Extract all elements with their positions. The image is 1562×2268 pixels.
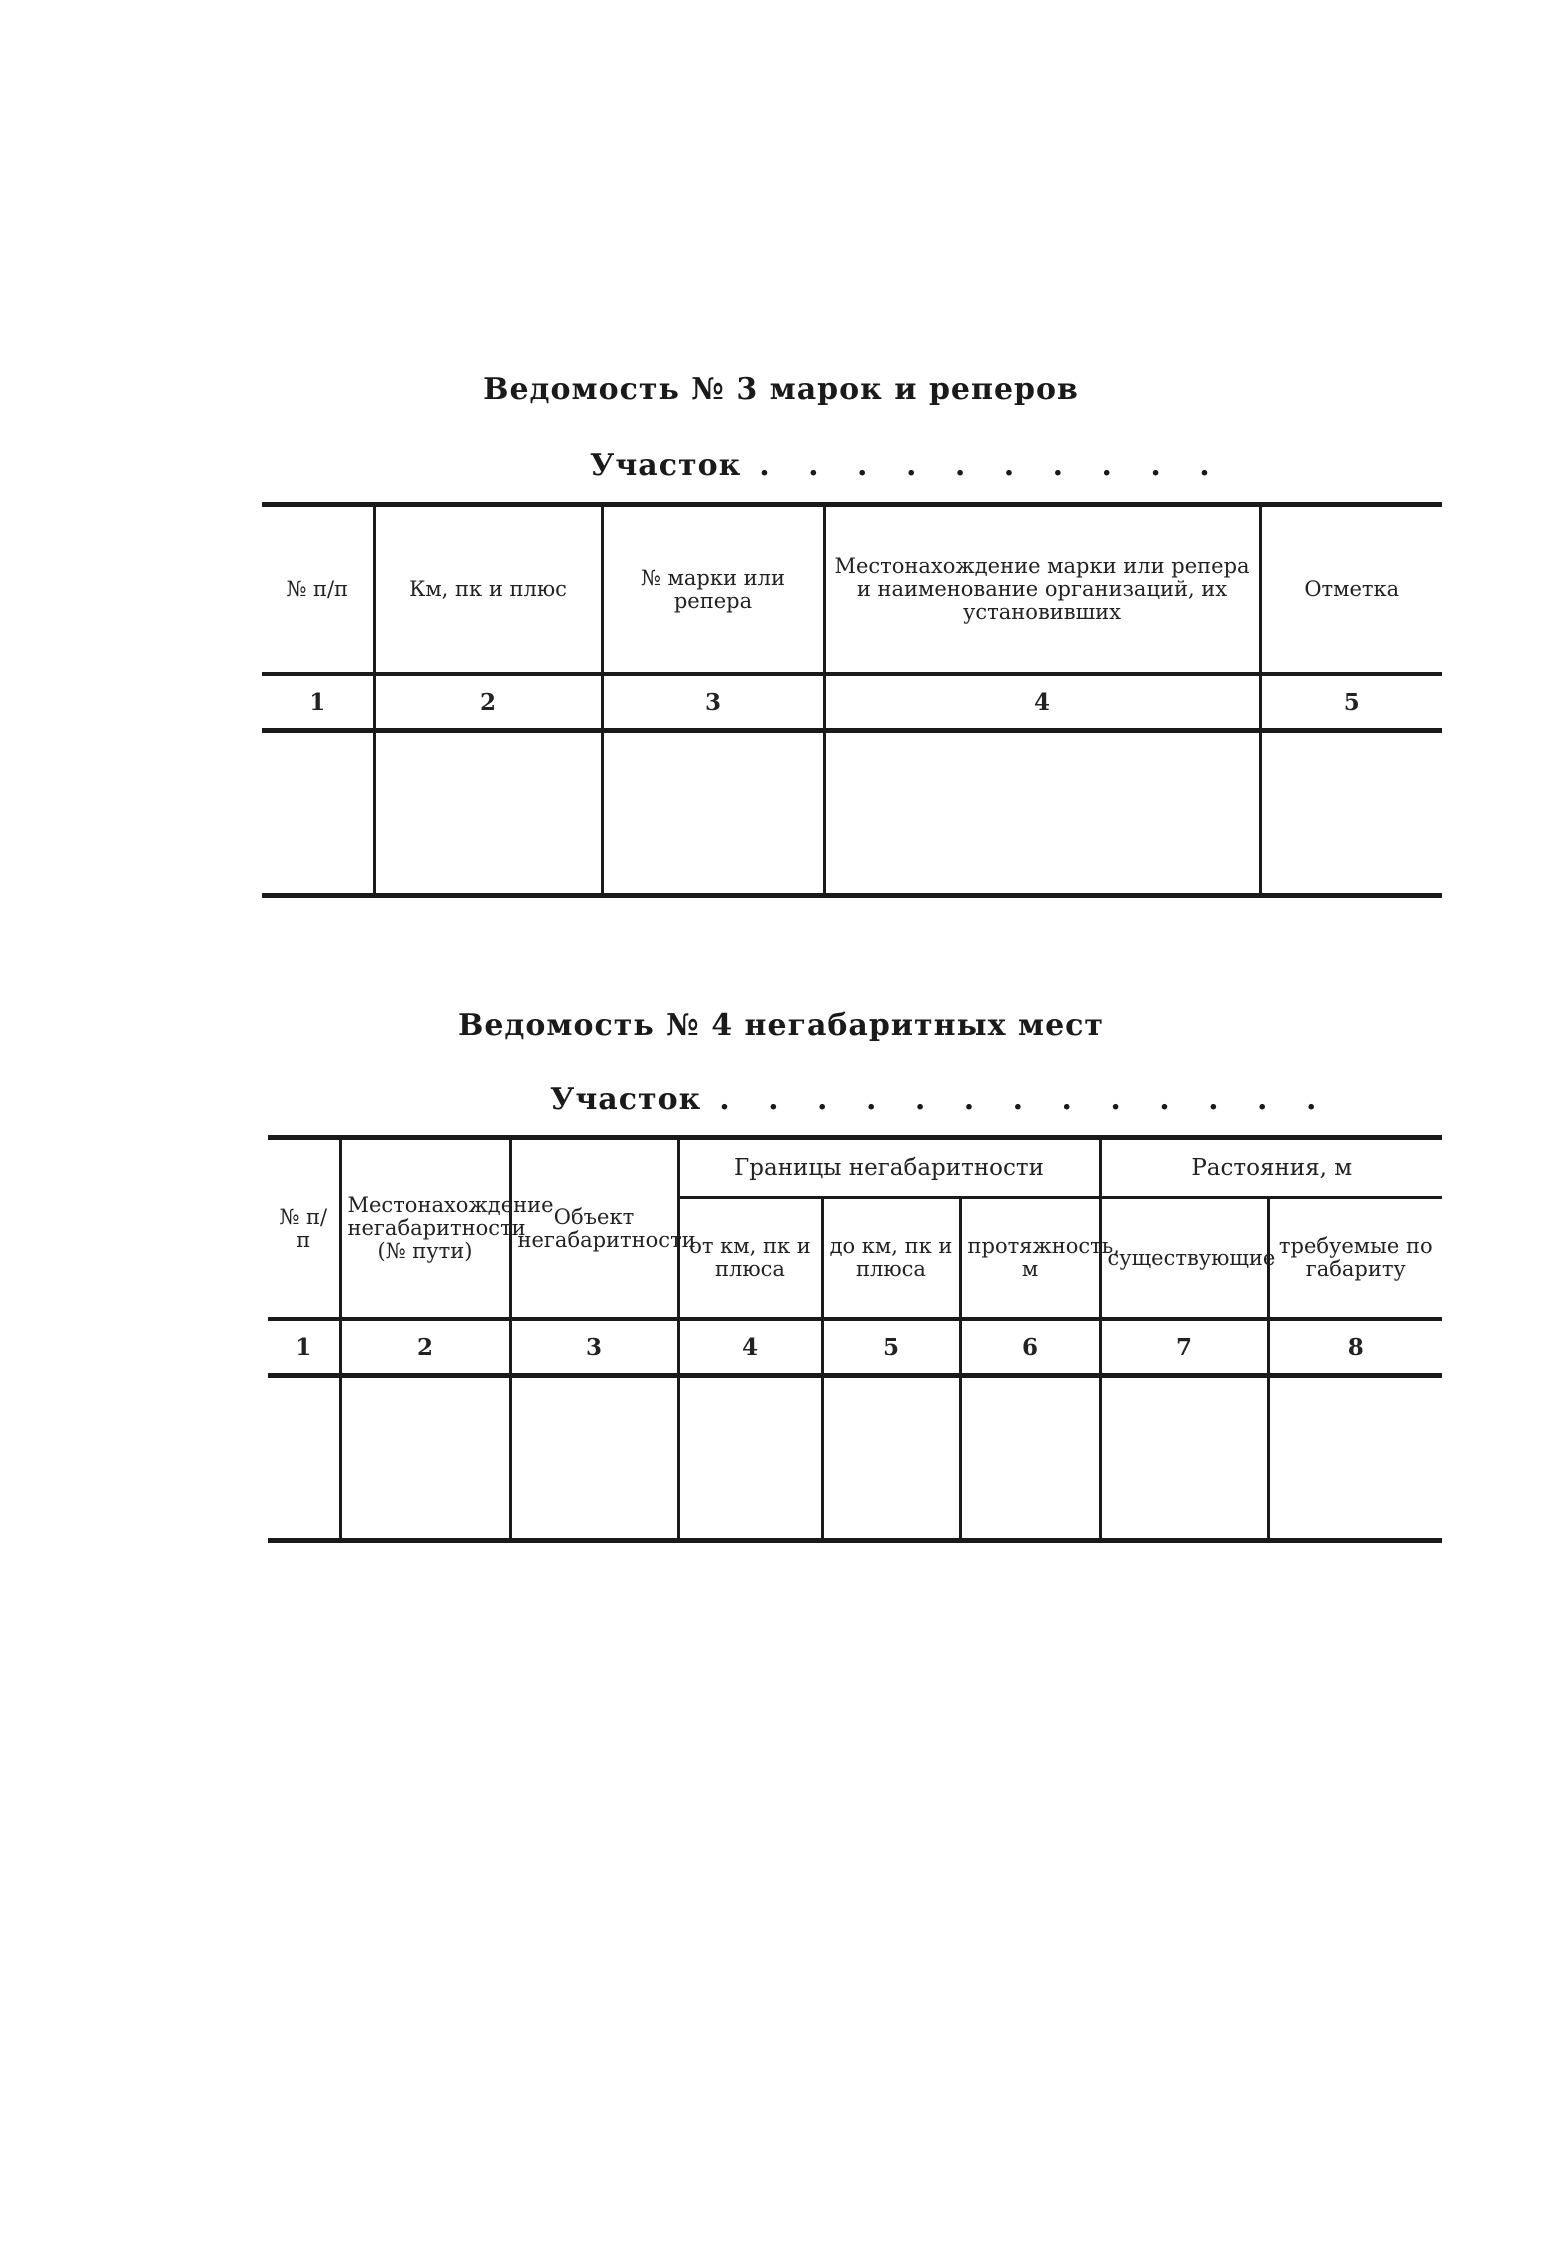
- column-number: 2: [374, 674, 602, 731]
- blank-cell: [822, 1376, 960, 1541]
- column-number: 3: [602, 674, 824, 731]
- column-number: 3: [510, 1319, 678, 1376]
- header-row: [262, 505, 1442, 675]
- blank-cell: [340, 1376, 510, 1541]
- blank-cell: [510, 1376, 678, 1541]
- blank-cell: [268, 1376, 340, 1541]
- column-number: 4: [678, 1319, 822, 1376]
- section-dots: . . . . . . . . . .: [759, 448, 1224, 483]
- statement3-table: [262, 502, 1442, 898]
- col-header-required: требуемые по габариту: [1268, 1198, 1442, 1320]
- section-dots: . . . . . . . . . . . . .: [719, 1082, 1331, 1117]
- col-header-elevation: Отметка: [1260, 505, 1442, 675]
- col-group-boundaries: Границы негабаритности: [678, 1138, 1100, 1198]
- statement3-section-line: [590, 448, 1224, 483]
- column-number-row: [268, 1319, 1442, 1376]
- statement3-title: Ведомость № 3 марок и реперов: [483, 372, 1079, 407]
- column-number-row: [262, 674, 1442, 731]
- statement4-table: [268, 1135, 1442, 1543]
- column-number: 6: [960, 1319, 1100, 1376]
- column-number: 2: [340, 1319, 510, 1376]
- blank-cell: [1268, 1376, 1442, 1541]
- col-header-object: Объект негабаритности: [510, 1138, 678, 1320]
- blank-entry-row: [262, 731, 1442, 896]
- col-header-to: до км, пк и плюса: [822, 1198, 960, 1320]
- section-label: Участок: [590, 448, 742, 483]
- column-number: 1: [262, 674, 374, 731]
- column-number: 8: [1268, 1319, 1442, 1376]
- section-label: Участок: [550, 1082, 702, 1117]
- col-header-length: протяжность, м: [960, 1198, 1100, 1320]
- col-header-location: Местонахождение марки или репера и наименование организаций, их установивших: [824, 505, 1260, 675]
- statement4-title: Ведомость № 4 негабаритных мест: [457, 1008, 1105, 1043]
- blank-entry-row: [268, 1376, 1442, 1541]
- blank-cell: [1260, 731, 1442, 896]
- column-number: 5: [822, 1319, 960, 1376]
- col-header-from: от км, пк и плюса: [678, 1198, 822, 1320]
- column-number: 1: [268, 1319, 340, 1376]
- col-header-existing: существующие: [1100, 1198, 1268, 1320]
- blank-cell: [602, 731, 824, 896]
- blank-cell: [374, 731, 602, 896]
- col-header-location: Местонахождение негабаритности (№ пути): [340, 1138, 510, 1320]
- blank-cell: [262, 731, 374, 896]
- column-number: 4: [824, 674, 1260, 731]
- blank-cell: [1100, 1376, 1268, 1541]
- column-number: 7: [1100, 1319, 1268, 1376]
- col-header-km: Км, пк и плюс: [374, 505, 602, 675]
- column-number: 5: [1260, 674, 1442, 731]
- col-header-mark: № марки или репера: [602, 505, 824, 675]
- statement4-section-line: [550, 1082, 1330, 1117]
- col-header-num: № п/п: [262, 505, 374, 675]
- header-row: [268, 1138, 1442, 1198]
- col-group-distances: Растояния, м: [1100, 1138, 1442, 1198]
- col-header-num: № п/п: [268, 1138, 340, 1320]
- blank-cell: [678, 1376, 822, 1541]
- blank-cell: [824, 731, 1260, 896]
- blank-cell: [960, 1376, 1100, 1541]
